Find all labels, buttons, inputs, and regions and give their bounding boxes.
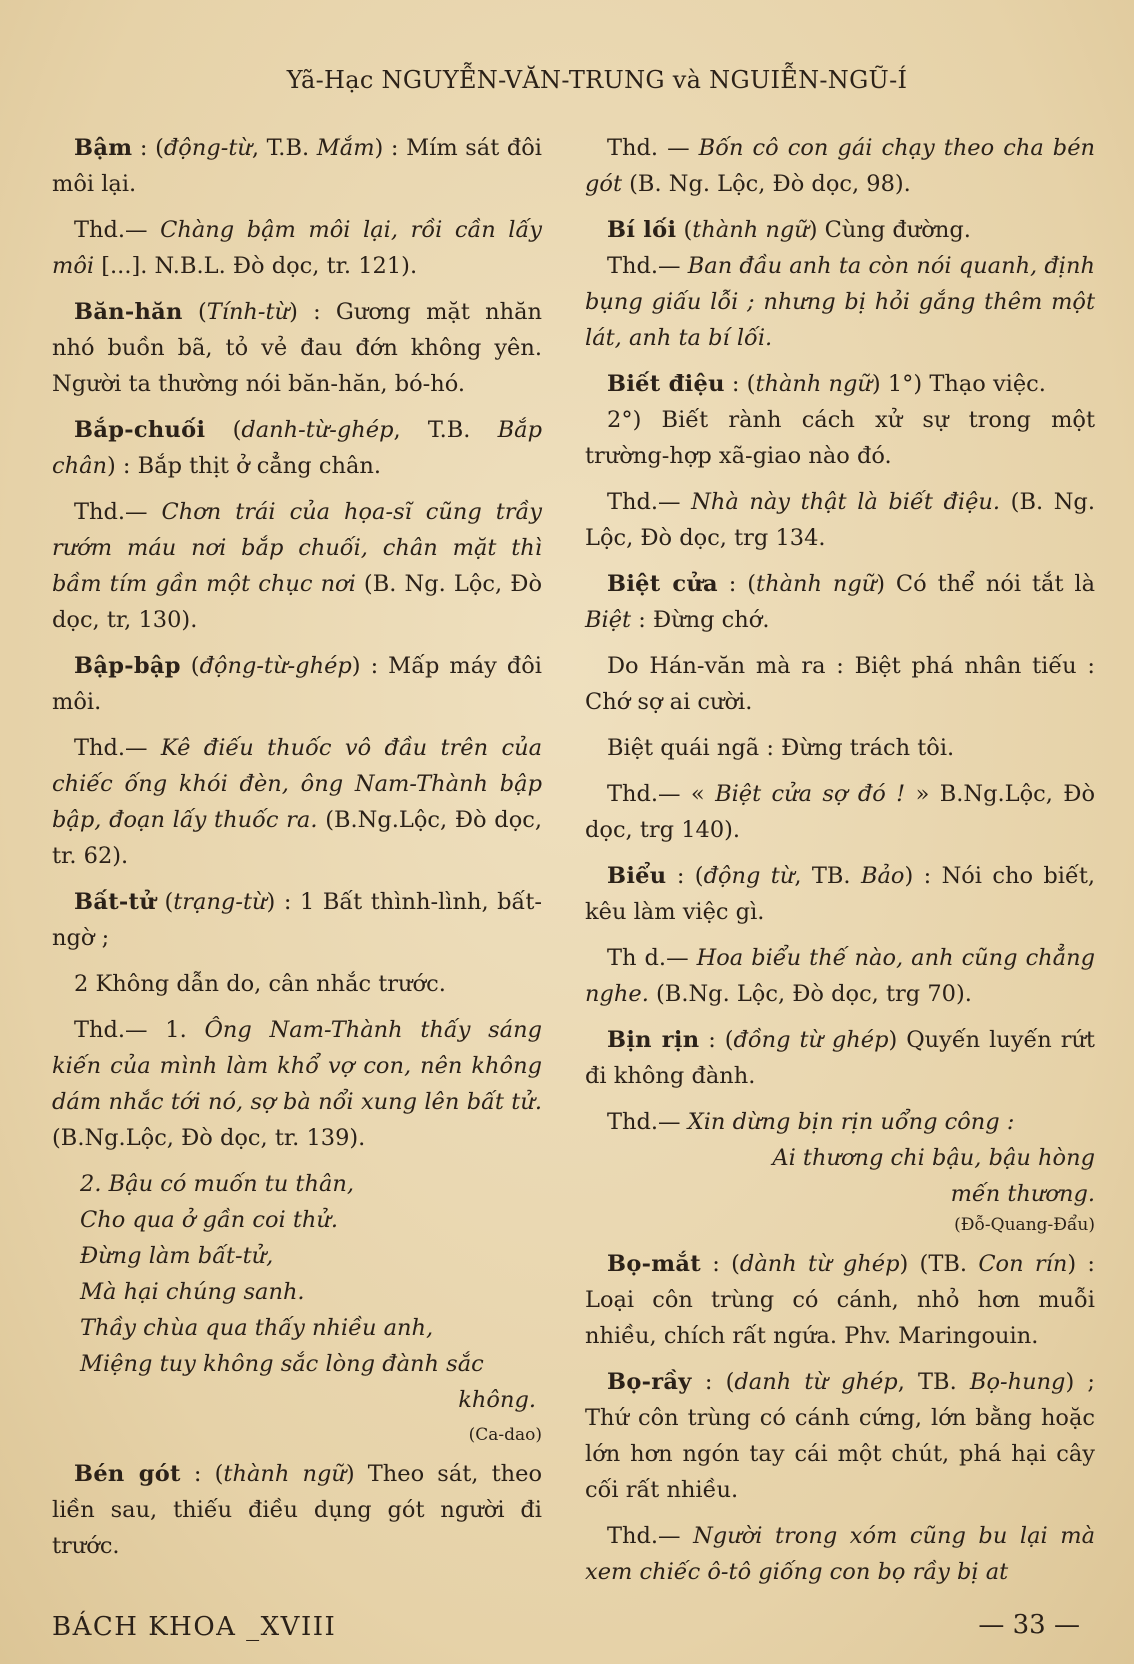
- footer-magazine: BÁCH KHOA _XVIII: [52, 1612, 337, 1642]
- entry-bo-ray: Bọ-rầy : (danh từ ghép, TB. Bọ-hung) ; Thứ côn trùng có cánh cứng, lớn bằng hoặc lớn hơn ngón tay cái một chút, phá hại cây cối rất nhiều.: [585, 1369, 1096, 1503]
- verse-line: mến thương.: [950, 1181, 1095, 1207]
- right-column: [585, 130, 1095, 1600]
- verse-source: (Đỗ-Quang-Đẩu): [954, 1215, 1095, 1235]
- entry-biet-dieu: Biết điệu : (thành ngữ) 1°) Thạo việc.: [607, 371, 1046, 397]
- example: Thd.— Ban đầu anh ta còn nói quanh, định bụng giấu lỗi ; nhưng bị hỏi gắng thêm một lát, anh ta bí lối.: [585, 253, 1095, 351]
- page-number: — 33 —: [978, 1610, 1080, 1640]
- example: Thd. — Bốn cô con gái chạy theo cha bén gót (B. Ng. Lộc, Đò dọc, 98).: [585, 135, 1095, 197]
- headword: Bọ-rầy: [607, 1369, 692, 1395]
- example: Thd.— Nhà này thật là biết điệu. (B. Ng. Lộc, Đò dọc, trg 134.: [585, 489, 1095, 551]
- entry-bap-chuoi: Bắp-chuối (danh-từ-ghép, T.B. Bắp chân) : Bắp thịt ở cẳng chân.: [52, 417, 542, 479]
- headword: Bập-bập: [74, 653, 181, 679]
- poem-line: không.: [458, 1387, 536, 1413]
- example: Th d.— Hoa biểu thế nào, anh cũng chẳng nghe. (B.Ng. Lộc, Đò dọc, trg 70).: [585, 945, 1095, 1007]
- headword: Băn-hăn: [74, 299, 183, 325]
- poem-line: 2. Bậu có muốn tu thân,: [80, 1171, 355, 1197]
- sense-2: 2°) Biết rành cách xử sự trong một trường-hợp xã-giao nào đó.: [585, 407, 1095, 469]
- poem-source: (Ca-dao): [468, 1425, 542, 1445]
- example: Thd.— Chàng bậm môi lại, rồi cần lấy môi [...]. N.B.L. Đò dọc, tr. 121).: [52, 217, 542, 279]
- headword: Biết điệu: [607, 371, 725, 397]
- headword: Bất-tử: [74, 889, 156, 915]
- headword: Bọ-mắt: [607, 1251, 701, 1277]
- headword: Bén gót: [74, 1461, 181, 1487]
- entry-bam: Bậm : (động-từ, T.B. Mắm) : Mím sát đôi môi lại.: [52, 135, 543, 197]
- running-header: Yã-Hạc NGUYỄN-VĂN-TRUNG và NGUIỄN-NGŨ-Í: [286, 66, 908, 94]
- example: Thd.— Kê điếu thuốc vô đầu trên của chiếc ống khói đèn, ông Nam-Thành bập bập, đoạn lấy thuốc ra. (B.Ng.Lộc, Đò dọc, tr. 62).: [52, 735, 542, 869]
- poem-line: Miệng tuy không sắc lòng đành sắc: [80, 1351, 484, 1377]
- example: Thd.— Chơn trái của họa-sĩ cũng trầy rướm máu nơi bắp chuối, chân mặt thì bầm tím gần một chục nơi (B. Ng. Lộc, Đò dọc, tr, 130).: [52, 499, 542, 633]
- example: Thd.— Người trong xóm cũng bu lại mà xem chiếc ô-tô giống con bọ rầy bị at: [585, 1523, 1095, 1585]
- poem-line: Cho qua ở gần coi thử.: [80, 1207, 339, 1233]
- example: Thd.— Xin dừng bịn rịn uổng công :: [607, 1109, 1015, 1135]
- example: Thd.— 1. Ông Nam-Thành thấy sáng kiến của mình làm khổ vợ con, nên không dám nhắc tới nó, sợ bà nổi xung lên bất tử. (B.Ng.Lộc, Đò dọc, tr. 139).: [52, 1017, 542, 1151]
- headword: Biệt cửa: [607, 571, 718, 597]
- entry-ban-han: Băn-hăn (Tính-từ) : Gương mặt nhăn nhó buồn bã, tỏ vẻ đau đớn không yên. Người ta thường nói băn-hăn, bó-hó.: [52, 299, 542, 397]
- verse-line: Ai thương chi bậu, bậu hòng: [772, 1145, 1095, 1171]
- sense-2: 2 Không dẫn do, cân nhắc trước.: [74, 971, 446, 997]
- poem-line: Đừng làm bất-tử,: [80, 1243, 274, 1269]
- etymology: Biệt quái ngã : Đừng trách tôi.: [607, 735, 955, 761]
- entry-ben-got: Bén gót : (thành ngữ) Theo sát, theo liền sau, thiếu điều dụng gót người đi trước.: [52, 1461, 542, 1559]
- headword: Biểu: [607, 863, 667, 889]
- entry-bo-mat: Bọ-mắt : (dành từ ghép) (TB. Con rín) : Loại côn trùng có cánh, nhỏ hơn muỗi nhiều, chích rất ngứa. Phv. Maringouin.: [585, 1251, 1095, 1349]
- poem: [52, 1166, 542, 1418]
- entry-bat-tu: Bất-tử (trạng-từ) : 1 Bất thình-lình, bất-ngờ ;: [52, 889, 542, 951]
- entry-bap-bap: Bập-bập (động-từ-ghép) : Mấp máy đôi môi.: [52, 653, 542, 715]
- headword: Bí lối: [607, 217, 677, 243]
- entry-bieu: Biểu : (động từ, TB. Bảo) : Nói cho biết, kêu làm việc gì.: [585, 863, 1096, 925]
- example: Thd.— « Biệt cửa sợ đó ! » B.Ng.Lộc, Đò dọc, trg 140).: [585, 781, 1095, 843]
- left-column: [52, 130, 542, 1574]
- entry-biet-cua: Biệt cửa : (thành ngữ) Có thể nói tắt là Biệt : Đừng chớ.: [585, 571, 1095, 633]
- headword: Bắp-chuối: [74, 417, 206, 443]
- headword: Bậm: [74, 135, 133, 161]
- headword: Bịn rịn: [607, 1027, 700, 1053]
- poem-line: Mà hại chúng sanh.: [80, 1279, 305, 1305]
- entry-bi-loi: Bí lối (thành ngữ) Cùng đường.: [607, 217, 971, 243]
- poem-line: Thầy chùa qua thấy nhiều anh,: [80, 1315, 434, 1341]
- entry-bin-rin: Bịn rịn : (đồng từ ghép) Quyến luyến rứt đi không đành.: [585, 1027, 1095, 1089]
- etymology: Do Hán-văn mà ra : Biệt phá nhân tiếu : Chớ sợ ai cười.: [585, 653, 1095, 715]
